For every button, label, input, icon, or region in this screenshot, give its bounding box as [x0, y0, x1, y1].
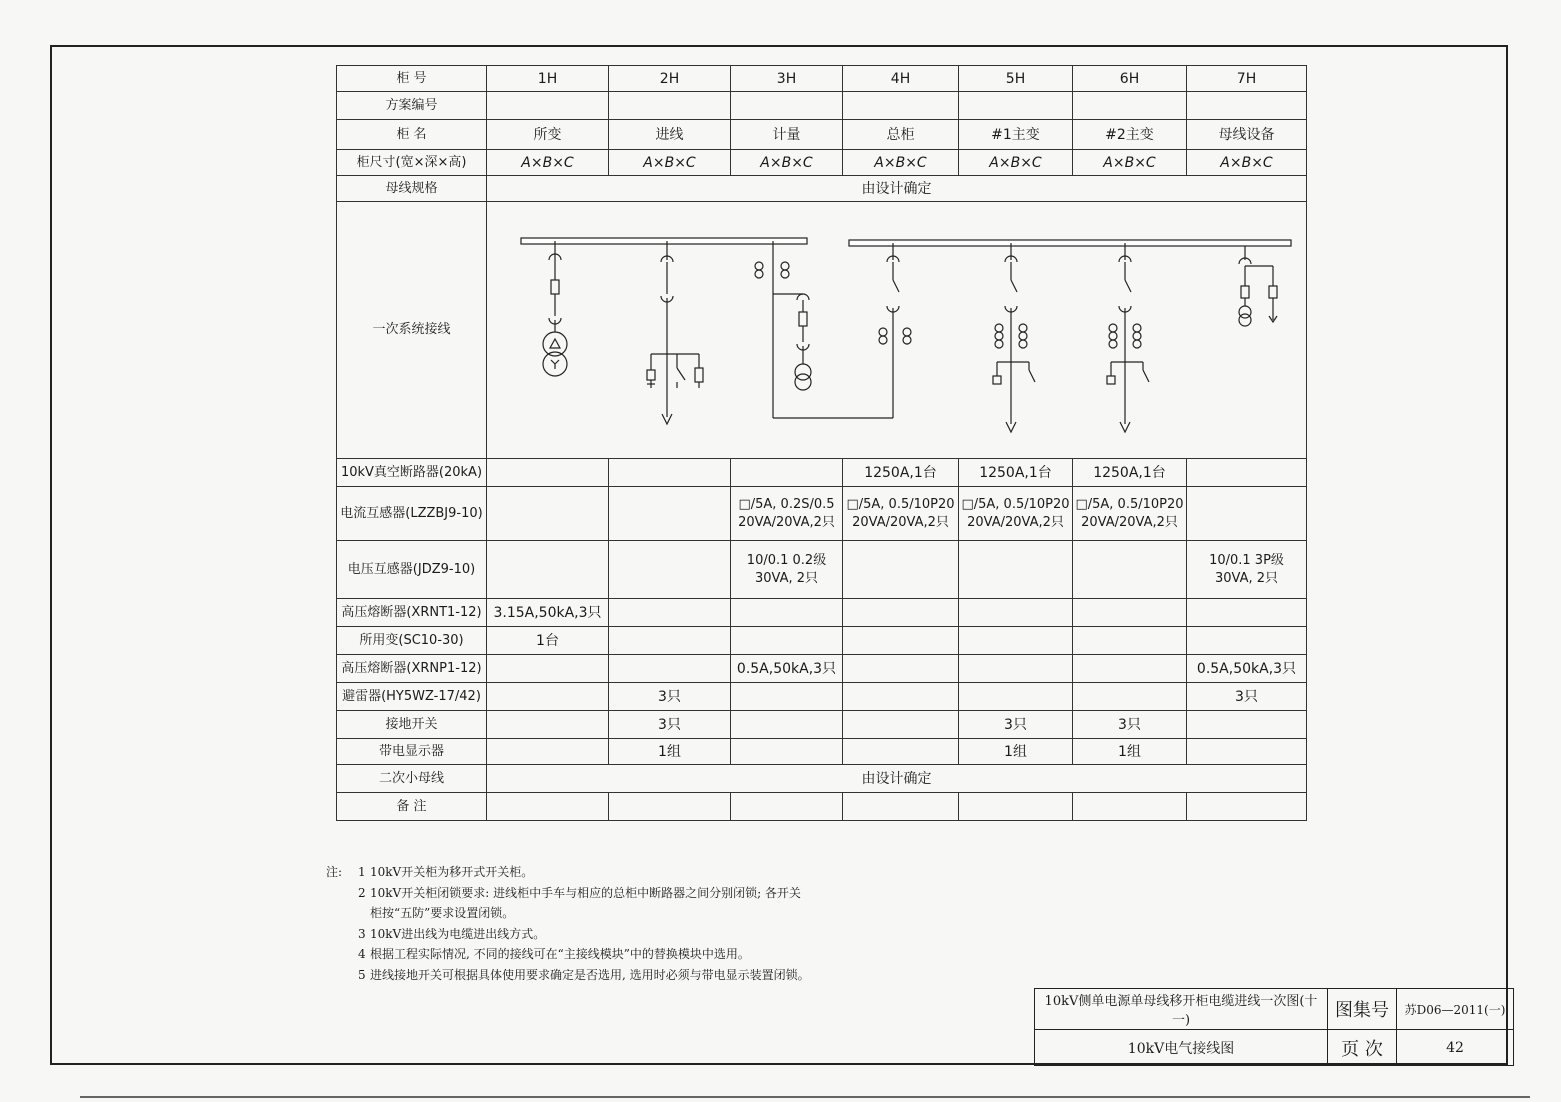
row-label: 柜 号 — [337, 66, 487, 92]
row-label: 方案编号 — [337, 92, 487, 120]
cell — [843, 655, 959, 683]
cell-line1: 10/0.1 3P级 — [1209, 552, 1284, 568]
cell — [959, 627, 1073, 655]
cell — [843, 599, 959, 627]
cell: 3只 — [959, 711, 1073, 739]
row-label: 高压熔断器(XRNT1-12) — [337, 599, 487, 627]
cell: 1250A,1台 — [843, 459, 959, 487]
row-scheme-no — [337, 92, 1307, 120]
cell — [731, 627, 843, 655]
cubicle-6h-diagram — [1107, 243, 1149, 432]
cubicle-7h-diagram — [1239, 246, 1277, 326]
cell: 0.5A,50kA,3只 — [731, 655, 843, 683]
row-label: 电流互感器(LZZBJ9-10) — [337, 487, 487, 541]
note-number: 1 — [358, 865, 366, 879]
cell: A×B×C — [731, 150, 843, 176]
cell — [843, 711, 959, 739]
row-remarks — [337, 793, 1307, 821]
row-live-indicator — [337, 739, 1307, 765]
cell: 3只 — [1073, 711, 1187, 739]
page-number: 42 — [1397, 1030, 1514, 1066]
cell — [731, 599, 843, 627]
cell-line1: □/5A, 0.5/10P20 — [1075, 496, 1184, 512]
cell — [609, 655, 731, 683]
title-block — [1034, 988, 1514, 1066]
cell — [609, 459, 731, 487]
row-label: 二次小母线 — [337, 765, 487, 793]
cell — [609, 599, 731, 627]
cell — [1187, 459, 1307, 487]
cell — [1073, 627, 1187, 655]
cell — [731, 459, 843, 487]
busbar-section-1 — [521, 238, 807, 244]
secondary-bus-value: 由设计确定 — [487, 765, 1307, 793]
cell: 7H — [1187, 66, 1307, 92]
row-breaker — [337, 459, 1307, 487]
note-number: 3 — [358, 926, 366, 941]
cell: 3只 — [609, 711, 731, 739]
cell: 总柜 — [843, 120, 959, 150]
cell: A×B×C — [487, 150, 609, 176]
row-fuse-xrnp — [337, 655, 1307, 683]
single-line-diagram — [487, 202, 1307, 459]
row-cabinet-name — [337, 120, 1307, 150]
cell — [487, 711, 609, 739]
cell — [487, 739, 609, 765]
notes-heading: 注: — [326, 865, 343, 879]
cell: #2主变 — [1073, 120, 1187, 150]
busbar-section-2 — [849, 240, 1291, 246]
cell — [487, 655, 609, 683]
cell: 1组 — [1073, 739, 1187, 765]
cell: #1主变 — [959, 120, 1073, 150]
cell: 1250A,1台 — [959, 459, 1073, 487]
cell — [1187, 599, 1307, 627]
cell: 5H — [959, 66, 1073, 92]
cell — [731, 711, 843, 739]
cell — [1073, 683, 1187, 711]
cell: 进线 — [609, 120, 731, 150]
cell: A×B×C — [1073, 150, 1187, 176]
cell: A×B×C — [609, 150, 731, 176]
cell: 所变 — [487, 120, 609, 150]
cell-line1: □/5A, 0.2S/0.5 — [738, 496, 835, 512]
row-label: 备 注 — [337, 793, 487, 821]
cell: 6H — [1073, 66, 1187, 92]
note-text: 10kV开关柜闭锁要求: 进线柜中手车与相应的总柜中断路器之间分别闭锁; 各开关 — [370, 885, 801, 900]
cubicle-5h-diagram — [993, 243, 1035, 432]
cell-line2: 30VA, 2只 — [1214, 570, 1279, 586]
switchgear-table — [336, 65, 1307, 821]
row-earthing-switch — [337, 711, 1307, 739]
cell: 3H — [731, 66, 843, 92]
note-text: 进线接地开关可根据具体使用要求确定是否选用, 选用时必须与带电显示装置闭锁。 — [370, 967, 810, 982]
cell-line1: 10/0.1 0.2级 — [746, 552, 827, 568]
cell — [959, 655, 1073, 683]
cell: 3只 — [609, 683, 731, 711]
cell-line2: 30VA, 2只 — [754, 570, 819, 586]
cell-line2: 20VA/20VA,2只 — [967, 514, 1064, 530]
note-text: 柜按“五防”要求设置闭锁。 — [370, 906, 515, 920]
cell: 计量 — [731, 120, 843, 150]
drawing-title: 10kV侧单电源单母线移开柜电缆进线一次图(十一) — [1035, 989, 1328, 1030]
note-number: 2 — [358, 885, 366, 900]
row-label: 电压互感器(JDZ9-10) — [337, 541, 487, 599]
row-label: 避雷器(HY5WZ-17/42) — [337, 683, 487, 711]
cubicle-4h-diagram — [879, 243, 911, 344]
row-aux-transformer — [337, 627, 1307, 655]
row-label: 所用变(SC10-30) — [337, 627, 487, 655]
cell: 1组 — [609, 739, 731, 765]
cell — [609, 627, 731, 655]
cell — [1187, 711, 1307, 739]
row-fuse-xrnt — [337, 599, 1307, 627]
cell — [731, 739, 843, 765]
row-label: 接地开关 — [337, 711, 487, 739]
row-cabinet-size — [337, 150, 1307, 176]
row-label: 柜尺寸(宽×深×高) — [337, 150, 487, 176]
row-arrester — [337, 683, 1307, 711]
cell-line1: □/5A, 0.5/10P20 — [961, 496, 1070, 512]
cell — [843, 683, 959, 711]
cell: 母线设备 — [1187, 120, 1307, 150]
sheet-edge — [80, 1096, 1530, 1098]
cell — [959, 599, 1073, 627]
cell — [959, 683, 1073, 711]
cell-line2: 20VA/20VA,2只 — [738, 514, 835, 530]
cell — [1073, 599, 1187, 627]
busbar-spec-value: 由设计确定 — [487, 176, 1307, 202]
single-line-diagram-svg — [487, 202, 1305, 458]
note-number: 4 — [358, 947, 366, 961]
row-busbar-spec — [337, 176, 1307, 202]
cell: 1250A,1台 — [1073, 459, 1187, 487]
cell — [843, 627, 959, 655]
row-pt — [337, 541, 1307, 599]
atlas-label: 图集号 — [1328, 989, 1397, 1030]
cell: 2H — [609, 66, 731, 92]
cell — [1187, 627, 1307, 655]
atlas-number: 苏D06—2011(一) — [1397, 989, 1514, 1030]
cell: 3.15A,50kA,3只 — [487, 599, 609, 627]
cell: A×B×C — [959, 150, 1073, 176]
row-label: 带电显示器 — [337, 739, 487, 765]
cell: 4H — [843, 66, 959, 92]
cell: 0.5A,50kA,3只 — [1187, 655, 1307, 683]
note-number: 5 — [358, 967, 366, 982]
cell: 1H — [487, 66, 609, 92]
row-label: 一次系统接线 — [337, 202, 487, 459]
cell: 1台 — [487, 627, 609, 655]
cubicle-2h-diagram — [647, 241, 703, 424]
row-ct — [337, 487, 1307, 541]
cell — [1187, 739, 1307, 765]
cubicle-3h-diagram — [755, 241, 893, 418]
cell-line2: 20VA/20VA,2只 — [852, 514, 949, 530]
cell: 3只 — [1187, 683, 1307, 711]
note-text: 10kV开关柜为移开式开关柜。 — [370, 865, 534, 879]
cell-line1: □/5A, 0.5/10P20 — [846, 496, 955, 512]
cell-line2: 20VA/20VA,2只 — [1081, 514, 1178, 530]
cell — [731, 683, 843, 711]
row-secondary-bus — [337, 765, 1307, 793]
cell: 1组 — [959, 739, 1073, 765]
row-label: 柜 名 — [337, 120, 487, 150]
drawing-subtitle: 10kV电气接线图 — [1035, 1030, 1328, 1066]
row-label: 10kV真空断路器(20kA) — [337, 459, 487, 487]
cell — [487, 683, 609, 711]
cell — [487, 459, 609, 487]
row-label: 高压熔断器(XRNP1-12) — [337, 655, 487, 683]
cell — [1073, 655, 1187, 683]
cubicle-1h-diagram — [543, 241, 567, 376]
row-label: 母线规格 — [337, 176, 487, 202]
cell — [843, 739, 959, 765]
cell: A×B×C — [1187, 150, 1307, 176]
note-text: 10kV进出线为电缆进出线方式。 — [370, 926, 546, 941]
row-primary-wiring — [337, 202, 1307, 459]
cell: A×B×C — [843, 150, 959, 176]
notes — [326, 862, 810, 985]
note-text: 根据工程实际情况, 不同的接线可在“主接线模块”中的替换模块中选用。 — [370, 947, 750, 961]
page-label: 页 次 — [1328, 1030, 1397, 1066]
row-cabinet-no — [337, 66, 1307, 92]
